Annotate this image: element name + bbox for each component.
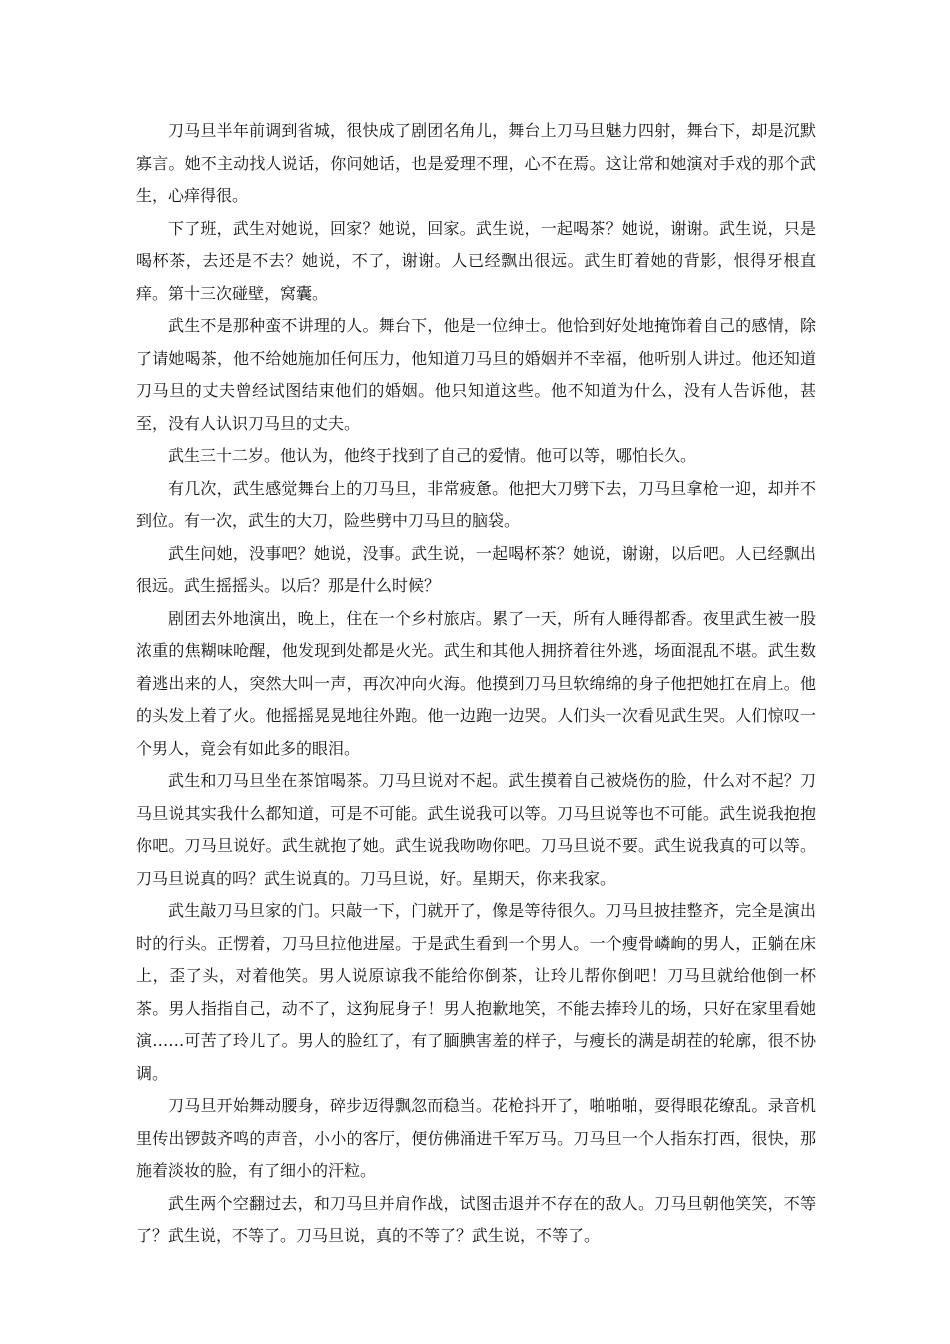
paragraph-7: 剧团去外地演出，晚上，住在一个乡村旅店。累了一天，所有人睡得都香。夜里武生被一股浓重的焦糊味呛醒，他发现到处都是火光。武生和其他人拥挤着往外逃，场面混乱不堪。武生数着逃出来的人，突然大叫一声，再次冲向火海。他摸到刀马旦软绵绵的身子他把她扛在肩上。他的头发上着了火。他摇摇晃晃地往外跑。他一边跑一边哭。人们头一次看见武生哭。人们惊叹一个男人，竟会有如此多的眼泪。 [136, 608, 816, 758]
story-text [136, 115, 816, 1253]
paragraph-4: 武生三十二岁。他认为，他终于找到了自己的爱情。他可以等，哪怕长久。 [168, 446, 697, 465]
paragraph-3: 武生不是那种蛮不讲理的人。舞台下，他是一位绅士。他恰到好处地掩饰着自己的感情，除了请她喝茶，他不给她施加任何压力，他知道刀马旦的婚姻并不幸福，他听别人讲过。他还知道刀马旦的丈夫曾经试图结束他们的婚姻。他只知道这些。他不知道为什么，没有人告诉他，甚至，没有人认识刀马旦的丈夫。 [136, 316, 816, 433]
paragraph-5: 有几次，武生感觉舞台上的刀马旦，非常疲惫。他把大刀劈下去，刀马旦拿枪一迎，却并不到位。有一次，武生的大刀，险些劈中刀马旦的脑袋。 [136, 478, 816, 530]
paragraph-8: 武生和刀马旦坐在茶馆喝茶。刀马旦说对不起。武生摸着自己被烧伤的脸，什么对不起？刀马旦说其实我什么都知道，可是不可能。武生说我可以等。刀马旦说等也不可能。武生说我抱抱你吧。刀马旦说好。武生就抱了她。武生说我吻吻你吧。刀马旦说不要。武生说我真的可以等。刀马旦说真的吗？武生说真的。刀马旦说，好。星期天，你来我家。 [136, 771, 816, 888]
paragraph-1: 刀马旦半年前调到省城，很快成了剧团名角儿，舞台上刀马旦魅力四射，舞台下，却是沉默寡言。她不主动找人说话，你问她话，也是爱理不理，心不在焉。这让常和她演对手戏的那个武生，心痒得很。 [136, 121, 816, 205]
paragraph-6: 武生问她，没事吧？她说，没事。武生说，一起喝杯茶？她说，谢谢，以后吧。人已经飘出很远。武生摇摇头。以后？那是什么时候？ [136, 543, 816, 595]
paragraph-9: 武生敲刀马旦家的门。只敲一下，门就开了，像是等待很久。刀马旦披挂整齐，完全是演出时的行头。正愣着，刀马旦拉他进屋。于是武生看到一个男人。一个瘦骨嶙峋的男人，正躺在床上，歪了头，对着他笑。男人说原谅我不能给你倒茶，让玲儿帮你倒吧！刀马旦就给他倒一杯茶。男人指指自己，动不了，这狗屁身子！男人抱歉地笑，不能去捧玲儿的场，只好在家里看她演……可苦了玲儿了。男人的脸红了，有了腼腆害羞的样子，与瘦长的满是胡茬的轮廓，很不协调。 [136, 901, 816, 1083]
paragraph-11: 武生两个空翻过去，和刀马旦并肩作战，试图击退并不存在的敌人。刀马旦朝他笑笑，不等了？武生说，不等了。刀马旦说，真的不等了？武生说，不等了。 [136, 1193, 816, 1245]
paragraph-10: 刀马旦开始舞动腰身，碎步迈得飘忽而稳当。花枪抖开了，啪啪啪，耍得眼花缭乱。录音机里传出锣鼓齐鸣的声音，小小的客厅，便仿佛涌进千军万马。刀马旦一个人指东打西，很快，那施着淡妆的脸，有了细小的汗粒。 [136, 1096, 816, 1180]
paragraph-2: 下了班，武生对她说，回家？她说，回家。武生说，一起喝茶？她说，谢谢。武生说，只是喝杯茶，去还是不去？她说，不了，谢谢。人已经飘出很远。武生盯着她的背影，恨得牙根直痒。第十三次碰壁，窝囊。 [136, 218, 816, 303]
